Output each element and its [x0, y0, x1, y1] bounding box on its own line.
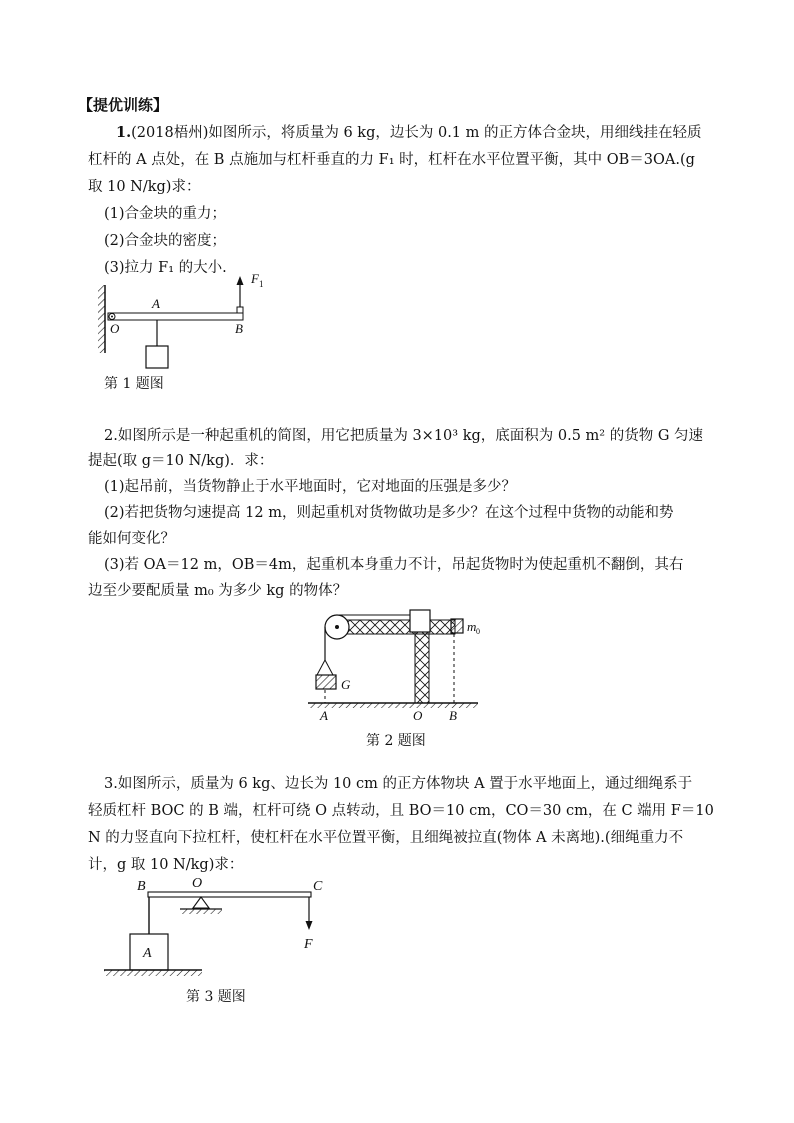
q3-caption: 第 3 题图 — [186, 989, 246, 1005]
q3-line3: N 的力竖直向下拉杠杆，使杠杆在水平位置平衡，且细绳被拉直(物体 A 未离地).(细绳重力不 — [88, 830, 684, 846]
q2-label-A: A — [320, 708, 328, 723]
q3-label-O: O — [192, 876, 203, 891]
q1-label-O: O — [110, 321, 120, 336]
q2-label-O: O — [413, 708, 423, 723]
q3-force-arrowhead — [306, 921, 313, 930]
q2-label-B: B — [449, 708, 457, 723]
q3-label-A: A — [143, 946, 152, 961]
q3-label-B: B — [137, 879, 146, 894]
q1-label-F-sub: 1 — [259, 279, 264, 289]
q2-sub2a: (2)若把货物匀速提高 12 m，则起重机对货物做功是多少？在这个过程中货物的动能和势 — [104, 505, 674, 521]
q1-label-B: B — [235, 321, 243, 336]
q2-sub1: (1)起吊前，当货物静止于水平地面时，它对地面的压强是多少？ — [104, 479, 517, 495]
q2-label-m0: m — [467, 619, 477, 634]
q1-line2: 杠杆的 A 点处，在 B 点施加与杠杆垂直的力 F₁ 时，杠杆在水平位置平衡，其中 OB＝3OA.(g — [88, 152, 695, 168]
q2-caption: 第 2 题图 — [366, 733, 426, 749]
q3-fulcrum-hatch — [180, 909, 222, 914]
q3-fulcrum — [193, 897, 209, 908]
q3-line1: 3.如图所示，质量为 6 kg、边长为 10 cm 的正方体物块 A 置于水平地面上，通过细绳系于 — [104, 776, 693, 792]
q1-line3: 取 10 N/kg)求： — [88, 179, 201, 195]
q1-sub3: (3)拉力 F₁ 的大小. — [104, 260, 227, 276]
q2-line1: 2.如图所示是一种起重机的简图，用它把质量为 3×10³ kg，底面积为 0.5 m² 的货物 G 匀速 — [104, 428, 704, 444]
q3-label-F: F — [304, 937, 313, 952]
q3-label-C: C — [313, 879, 323, 894]
q1-sub2: (2)合金块的密度； — [104, 233, 227, 249]
q1-sub1: (1)合金块的重力； — [104, 206, 227, 222]
q2-line2: 提起(取 g＝10 N/kg)．求： — [88, 453, 274, 469]
q3-line2: 轻质杠杆 BOC 的 B 端，杠杆可绕 O 点转动，且 BO＝10 cm，CO＝30 cm，在 C 端用 F＝10 — [88, 803, 714, 819]
q3-line4: 计，g 取 10 N/kg)求： — [88, 857, 244, 873]
q1-label-F: F — [251, 271, 259, 286]
q2-sub3a: (3)若 OA＝12 m，OB＝4m，起重机本身重力不计，吊起货物时为使起重机不翻倒，其右 — [104, 557, 684, 573]
q2-sub2b: 能如何变化？ — [88, 531, 175, 547]
q1-number: 1. — [116, 124, 132, 141]
q2-label-G: G — [341, 677, 351, 692]
q3-ground-hatch — [104, 970, 202, 976]
q3-lever — [148, 892, 311, 897]
q2-sub3b: 边至少要配质量 m₀ 为多少 kg 的物体？ — [88, 583, 348, 599]
section-title: 【提优训练】 — [78, 96, 169, 114]
q1-line1-text: (2018梧州)如图所示，将质量为 6 kg，边长为 0.1 m 的正方体合金块，用细线挂在轻质 — [131, 125, 702, 141]
q1-label-A: A — [152, 296, 160, 311]
q1-caption: 第 1 题图 — [104, 376, 164, 392]
q2-label-m0-sub: 0 — [476, 627, 480, 636]
